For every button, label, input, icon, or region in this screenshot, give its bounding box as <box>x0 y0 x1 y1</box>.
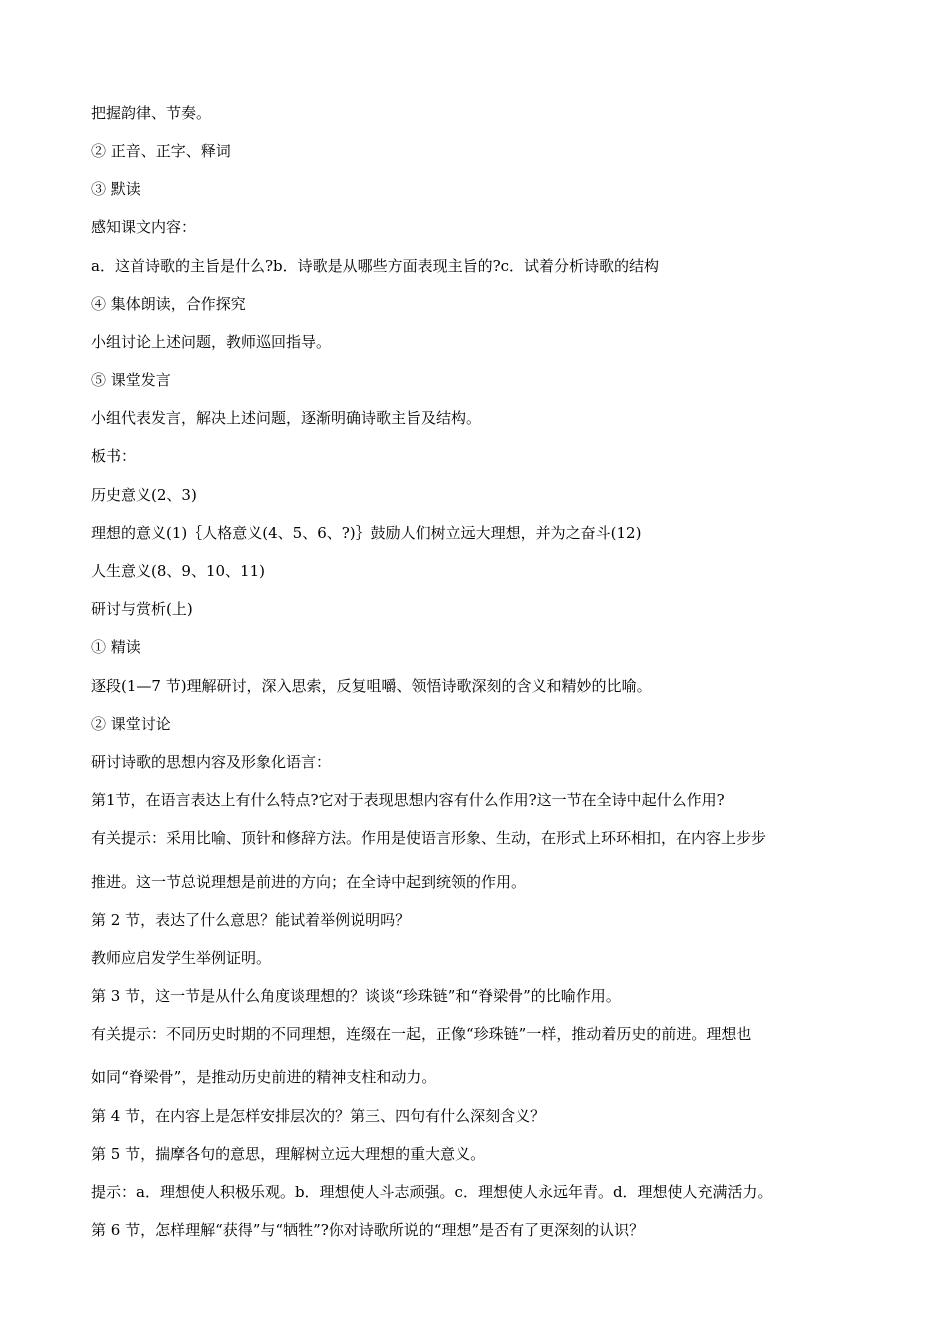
text-line: 板书： <box>91 447 137 465</box>
text-line: 教师应启发学生举例证明。 <box>91 949 272 967</box>
text-line: 第 2 节，表达了什么意思？能试着举例说明吗？ <box>91 911 411 929</box>
text-line: ③ 默读 <box>91 180 141 198</box>
text-line: 第 4 节，在内容上是怎样安排层次的？第三、四句有什么深刻含义？ <box>91 1107 546 1125</box>
text-line: 小组代表发言，解决上述问题，逐渐明确诗歌主旨及结构。 <box>91 409 482 427</box>
text-line: 逐段(1—7 节)理解研讨，深入思索，反复咀嚼、领悟诗歌深刻的含义和精妙的比喻。 <box>91 677 652 695</box>
text-line: 理想的意义(1)｛人格意义(4、5、6、?)｝鼓励人们树立远大理想，并为之奋斗(12) <box>91 524 642 542</box>
text-line: 推进。这一节总说理想是前进的方向；在全诗中起到统领的作用。 <box>91 873 527 891</box>
text-line: 第1节，在语言表达上有什么特点?它对于表现思想内容有什么作用?这一节在全诗中起什么作用? <box>91 791 725 809</box>
text-line: 如同“脊梁骨”，是推动历史前进的精神支柱和动力。 <box>91 1068 437 1086</box>
text-line: 人生意义(8、9、10、11) <box>91 562 265 580</box>
text-line: 第 6 节，怎样理解“获得”与“牺牲”?你对诗歌所说的“理想”是否有了更深刻的认识？ <box>91 1221 645 1239</box>
text-line: a．这首诗歌的主旨是什么?b．诗歌是从哪些方面表现主旨的?c．试着分析诗歌的结构 <box>91 257 660 275</box>
text-line: 第 5 节，揣摩各句的意思，理解树立远大理想的重大意义。 <box>91 1145 486 1163</box>
text-line: 小组讨论上述问题，教师巡回指导。 <box>91 333 332 351</box>
text-line: ④ 集体朗读，合作探究 <box>91 295 246 313</box>
text-line: ① 精读 <box>91 638 141 656</box>
text-line: 研讨诗歌的思想内容及形象化语言： <box>91 753 332 771</box>
text-line: 提示：a．理想使人积极乐观。b．理想使人斗志顽强。c．理想使人永远年青。d．理想使人充满活力。 <box>91 1183 773 1201</box>
text-line: 历史意义(2、3) <box>91 486 197 504</box>
text-line: ⑤ 课堂发言 <box>91 371 171 389</box>
text-line: 研讨与赏析(上) <box>91 600 193 618</box>
text-line: 有关提示：不同历史时期的不同理想，连缀在一起，正像“珍珠链”一样，推动着历史的前进。理想也 <box>91 1025 752 1043</box>
text-line: 有关提示：采用比喻、顶针和修辞方法。作用是使语言形象、生动，在形式上环环相扣，在内容上步步 <box>91 829 767 847</box>
text-line: 把握韵律、节奏。 <box>91 104 212 122</box>
text-line: ② 课堂讨论 <box>91 715 171 733</box>
text-line: ② 正音、正字、释词 <box>91 142 231 160</box>
text-line: 第 3 节，这一节是从什么角度谈理想的？谈谈“珍珠链”和“脊梁骨”的比喻作用。 <box>91 987 621 1005</box>
text-line: 感知课文内容： <box>91 218 197 236</box>
